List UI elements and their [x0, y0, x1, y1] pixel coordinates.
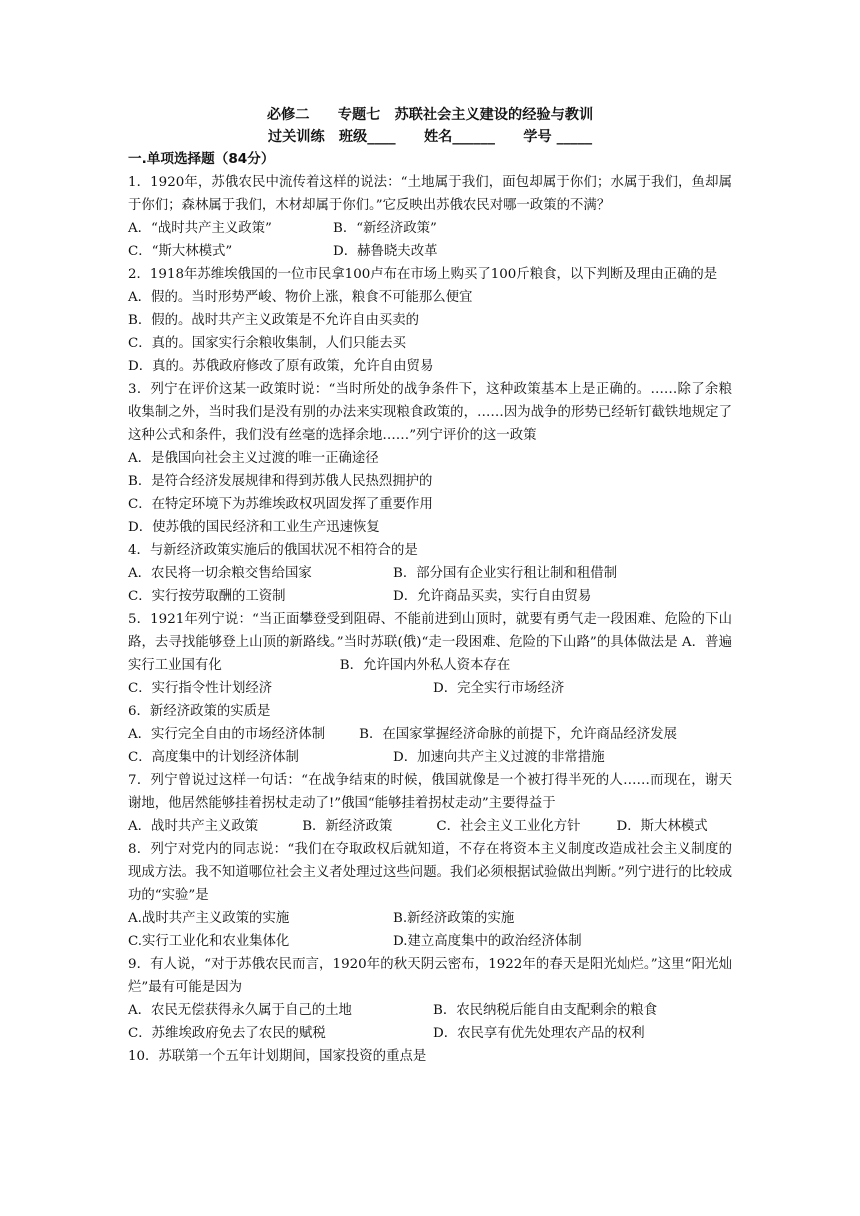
- option-a: A．假的。当时形势严峻、物价上涨，粮食不可能那么便宜: [128, 290, 473, 305]
- option-b: B．在国家掌握经济命脉的前提下，允许商品经济发展: [359, 727, 677, 742]
- option-b: B．“新经济政策”: [333, 221, 437, 236]
- option-row: [128, 815, 732, 838]
- option-c: C．“斯大林模式”: [128, 244, 233, 259]
- option-c: C．高度集中的计划经济体制: [128, 750, 299, 765]
- option-b: B．是符合经济发展规律和得到苏俄人民热烈拥护的: [128, 474, 433, 489]
- option-row: [128, 240, 732, 263]
- question-8: [128, 838, 732, 953]
- question-stem-text: 5．1921年列宁说：“当正面攀登受到阻碍、不能前进到山顶时，就要有勇气走一段困难、危险的下山路，去寻找能够登上山顶的新路线。”当时苏联(俄)“走一段困难、危险的下山路”的具体做法是 A．普遍实行工业国有化: [128, 612, 732, 673]
- option-a: A．战时共产主义政策: [128, 819, 259, 834]
- option-d: D．农民享有优先处理农产品的权利: [433, 1026, 645, 1041]
- option-d: D．加速向共产主义过渡的非常措施: [393, 750, 605, 765]
- option-row: [128, 677, 732, 700]
- option-a: A．农民无偿获得永久属于自己的土地: [128, 1003, 352, 1018]
- option-b: B．允许国内外私人资本存在: [339, 658, 511, 673]
- option-row: [128, 746, 732, 769]
- option-a: A．“战时共产主义政策”: [128, 221, 272, 236]
- question-stem: 4．与新经济政策实施后的俄国状况不相符合的是: [128, 543, 418, 558]
- option-c: C．实行指令性计划经济: [128, 681, 273, 696]
- option-d: D．允许商品买卖，实行自由贸易: [393, 589, 592, 604]
- question-stem: 10．苏联第一个五年计划期间，国家投资的重点是: [128, 1049, 427, 1064]
- question-stem: 3．列宁在评价这某一政策时说：“当时所处的战争条件下，这种政策基本上是正确的。……除了余粮收集制之外，当时我们是没有别的办法来实现粮食政策的，……因为战争的形势已经斩钉截铁地规定了这种公式和条件，我们没有丝毫的选择余地……”列宁评价的这一政策: [128, 382, 732, 443]
- option-b: B．农民纳税后能自由支配剩余的粮食: [433, 1003, 658, 1018]
- question-stem: 2．1918年苏维埃俄国的一位市民拿100卢布在市场上购买了100斤粮食，以下判断及理由正确的是: [128, 267, 718, 282]
- option-row: [128, 1022, 732, 1045]
- option-b: B.新经济政策的实施: [393, 911, 515, 926]
- option-row: [128, 217, 732, 240]
- option-d: D．斯大林模式: [616, 819, 708, 834]
- question-7: [128, 769, 732, 838]
- question-2: [128, 263, 732, 378]
- option-d: D.建立高度集中的政治经济体制: [393, 934, 582, 949]
- option-row: [128, 562, 732, 585]
- question-1: [128, 171, 732, 263]
- question-stem: [128, 608, 732, 677]
- option-c: C．真的。国家实行余粮收集制，人们只能去买: [128, 336, 407, 351]
- option-row: [128, 723, 732, 746]
- option-c: C．苏维埃政府免去了农民的赋税: [128, 1026, 326, 1041]
- option-b: B．假的。战时共产主义政策是不允许自由买卖的: [128, 313, 420, 328]
- option-d: D．赫鲁晓夫改革: [333, 244, 438, 259]
- page-title: 必修二 专题七 苏联社会主义建设的经验与教训: [266, 107, 594, 123]
- option-a: A.战时共产主义政策的实施: [128, 911, 290, 926]
- question-6: [128, 700, 732, 769]
- option-c: C．社会主义工业化方针: [436, 819, 581, 834]
- option-a: A．是俄国向社会主义过渡的唯一正确途径: [128, 451, 379, 466]
- question-stem: 1．1920年，苏俄农民中流传着这样的说法：“土地属于我们，面包却属于你们；水属于我们，鱼却属于你们；森林属于我们，木材却属于你们。”它反映出苏俄农民对哪一政策的不满？: [128, 175, 732, 213]
- question-9: [128, 953, 732, 1045]
- option-d: D．完全实行市场经济: [433, 681, 565, 696]
- option-a: A．农民将一切余粮交售给国家: [128, 566, 312, 581]
- option-row: [128, 930, 732, 953]
- question-stem: 6．新经济政策的实质是: [128, 704, 271, 719]
- option-a: A．实行完全自由的市场经济体制: [128, 727, 326, 742]
- question-stem: 7．列宁曾说过这样一句话：“在战争结束的时候，俄国就像是一个被打得半死的人……而现在，谢天谢地，他居然能够挂着拐杖走动了!”俄国“能够挂着拐杖走动”主要得益于: [128, 773, 732, 811]
- page-subtitle: 过关训练 班级____ 姓名______ 学号 _____: [267, 129, 593, 145]
- option-row: [128, 999, 732, 1022]
- option-d: D．真的。苏俄政府修改了原有政策，允许自由贸易: [128, 359, 434, 374]
- question-stem: 8．列宁对党内的同志说：“我们在夺取政权后就知道，不存在将资本主义制度改造成社会主义制度的现成方法。我不知道哪位社会主义者处理过这些问题。我们必须根据试验做出判断。”列宁进行的比较成功的“实验”是: [128, 842, 732, 903]
- section-heading: 一.单项选择题（84分）: [128, 151, 275, 167]
- option-c: C.实行工业化和农业集体化: [128, 934, 290, 949]
- option-c: C．实行按劳取酬的工资制: [128, 589, 286, 604]
- option-b: B．新经济政策: [302, 819, 393, 834]
- option-row: [128, 585, 732, 608]
- document-page: [128, 104, 732, 1068]
- question-3: [128, 378, 732, 539]
- question-10: [128, 1045, 732, 1068]
- question-4: [128, 539, 732, 608]
- question-5: [128, 608, 732, 700]
- question-stem: 9．有人说，“对于苏俄农民而言，1920年的秋天阴云密布，1922年的春天是阳光灿烂。”这里“阳光灿烂”最有可能是因为: [128, 957, 732, 995]
- option-row: [128, 907, 732, 930]
- option-d: D．使苏俄的国民经济和工业生产迅速恢复: [128, 520, 380, 535]
- option-b: B．部分国有企业实行租让制和租借制: [393, 566, 618, 581]
- option-c: C．在特定环境下为苏维埃政权巩固发挥了重要作用: [128, 497, 433, 512]
